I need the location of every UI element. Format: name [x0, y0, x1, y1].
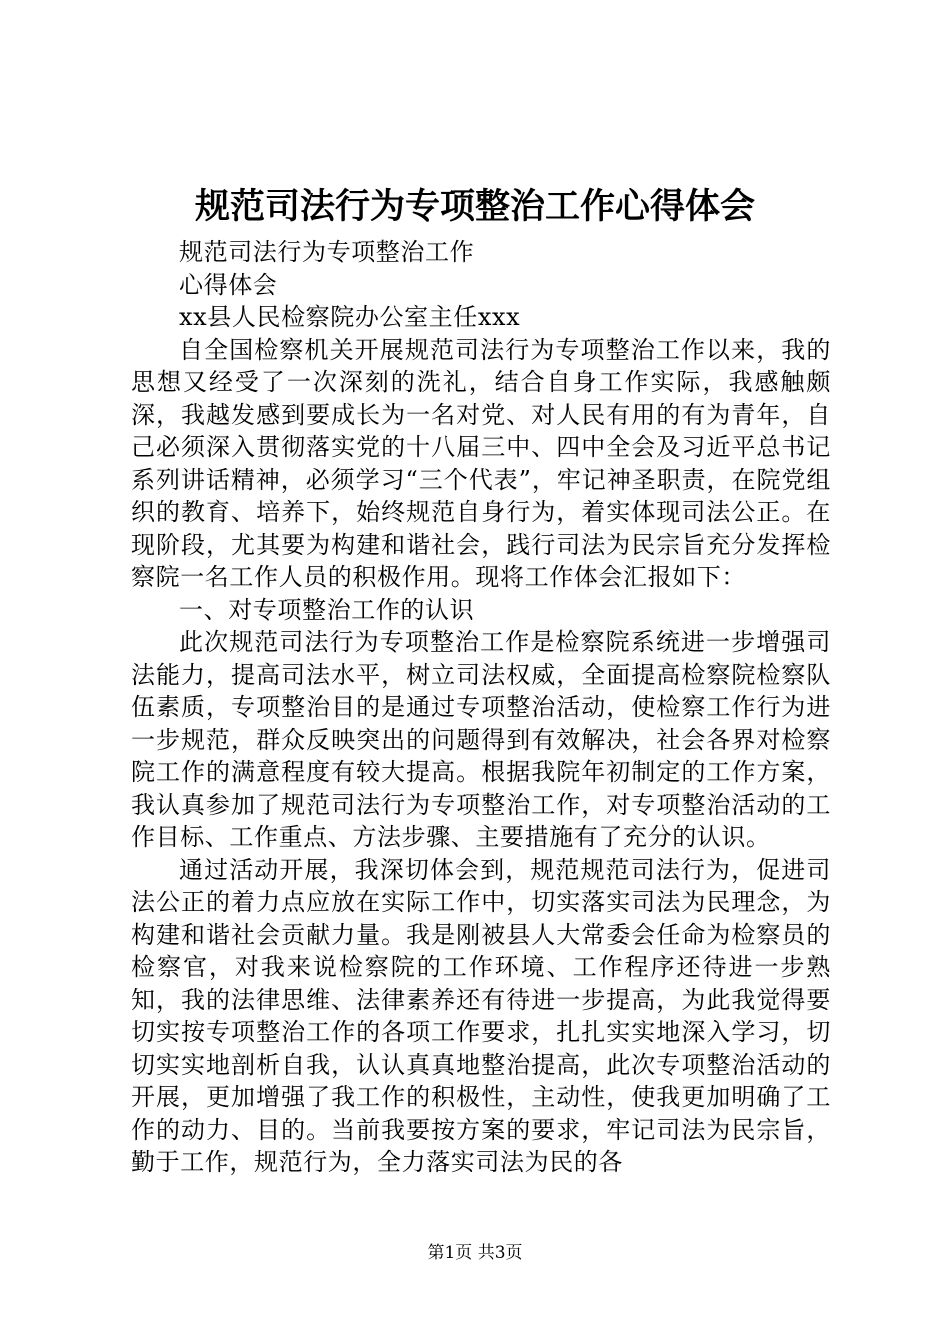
subtitle-line-1: 规范司法行为专项整治工作: [179, 238, 475, 266]
document-body: [131, 236, 831, 1179]
author-line: xx县人民检察院办公室主任xxx: [179, 303, 521, 331]
paragraph-intro: 自全国检察机关开展规范司法行为专项整治工作以来，我的思想又经受了一次深刻的洗礼，结合自身工作实际，我感触颇深，我越发感到要成长为一名对党、对人民有用的有为青年，自己必须深入贯彻落实党的十八届三中、四中全会及习近平总书记系列讲话精神，必须学习“三个代表”，牢记神圣职责，在院党组织的教育、培养下，始终规范自身行为，着实体现司法公正。在现阶段，尤其要为构建和谐社会，践行司法为民宗旨充分发挥检察院一名工作人员的积极作用。现将工作体会汇报如下：: [131, 335, 831, 591]
page-footer: 第1页 共3页: [427, 1243, 523, 1263]
subtitle-line-2: 心得体会: [179, 270, 278, 299]
document-title: 规范司法行为专项整治工作心得体会: [194, 186, 755, 227]
section-heading-1: 一、对专项整治工作的认识: [179, 595, 475, 624]
paragraph-experience: 通过活动开展，我深切体会到，规范规范司法行为，促进司法公正的着力点应放在实际工作中，切实落实司法为民理念，为构建和谐社会贡献力量。我是刚被县人大常委会任命为检察员的检察官，对我来说检察院的工作环境、工作程序还待进一步熟知，我的法律思维、法律素养还有待进一步提高，为此我觉得要切实按专项整治工作的各项工作要求，扎扎实实地深入学习，切切实实地剖析自我，认认真真地整治提高，此次专项整治活动的开展，更加增强了我工作的积极性，主动性，使我更加明确了工作的动力、目的。当前我要按方案的要求，牢记司法为民宗旨，勤于工作，规范行为，全力落实司法为民的各: [131, 855, 831, 1176]
paragraph-understanding: 此次规范司法行为专项整治工作是检察院系统进一步增强司法能力，提高司法水平，树立司法权威，全面提高检察院检察队伍素质，专项整治目的是通过专项整治活动，使检察工作行为进一步规范，群众反映突出的问题得到有效解决，社会各界对检察院工作的满意程度有较大提高。根据我院年初制定的工作方案，我认真参加了规范司法行为专项整治工作，对专项整治活动的工作目标、工作重点、方法步骤、主要措施有了充分的认识。: [131, 628, 831, 851]
